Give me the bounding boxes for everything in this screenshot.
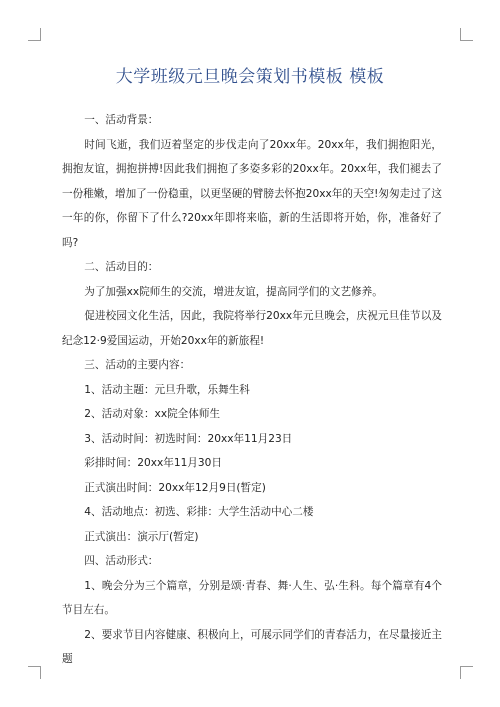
item-format-2: 2、要求节目内容健康、积极向上，可展示同学们的青春活力，在尽量接近主题: [62, 628, 442, 665]
paragraph-purpose-2: 促进校园文化生活，因此，我院将举行20xx年元旦晚会，庆祝元旦佳节以及纪念12·9爱国运动，开始20xx年的新旅程!: [62, 310, 442, 347]
document-title: 大学班级元旦晚会策划书模板 模板: [115, 67, 385, 87]
item-location: 4、活动地点：初选、彩排：大学生活动中心二楼: [84, 506, 314, 518]
section-heading-background: 一、活动背景：: [84, 114, 159, 126]
item-theme: 1、活动主题：元旦升歌，乐舞生科: [84, 383, 250, 396]
section-heading-format: 四、活动形式：: [84, 555, 159, 567]
crop-mark-bottom-left: [28, 666, 41, 679]
item-format-1: 1、晚会分为三个篇章，分别是颂·青春、舞·人生、弘·生科。每个篇章有4个节目左右。: [62, 579, 442, 616]
item-time-rehearsal: 彩排时间：20xx年11月30日: [84, 457, 222, 469]
section-heading-content: 三、活动的主要内容：: [84, 359, 191, 371]
crop-mark-bottom-right: [460, 666, 473, 679]
item-time-performance: 正式演出时间：20xx年12月9日(暂定): [84, 481, 266, 494]
item-location-performance: 正式演出：演示厅(暂定): [84, 530, 199, 543]
crop-mark-top-right: [460, 28, 473, 41]
section-heading-purpose: 二、活动目的：: [84, 261, 159, 273]
paragraph-background: 时间飞逝，我们迈着坚定的步伐走向了20xx年。20xx年，我们拥抱阳光，拥抱友谊，拥抱拼搏!因此我们拥抱了多姿多彩的20xx年。20xx年，我们褪去了一份稚嫩，增加了一份稳重，以更坚硬的臂膀去怀抱20xx年的天空!匆匆走过了这一年的你，你留下了什么?20xx年即将来临，新的生活即将开始，你，准备好了吗?: [62, 138, 442, 249]
item-audience: 2、活动对象：xx院全体师生: [84, 408, 221, 420]
paragraph-purpose-1: 为了加强xx院师生的交流，增进友谊，提高同学们的文艺修养。: [84, 285, 383, 298]
document-body: [62, 108, 442, 672]
crop-mark-top-left: [28, 28, 41, 41]
item-time-preliminary: 3、活动时间：初选时间：20xx年11月23日: [84, 432, 293, 445]
